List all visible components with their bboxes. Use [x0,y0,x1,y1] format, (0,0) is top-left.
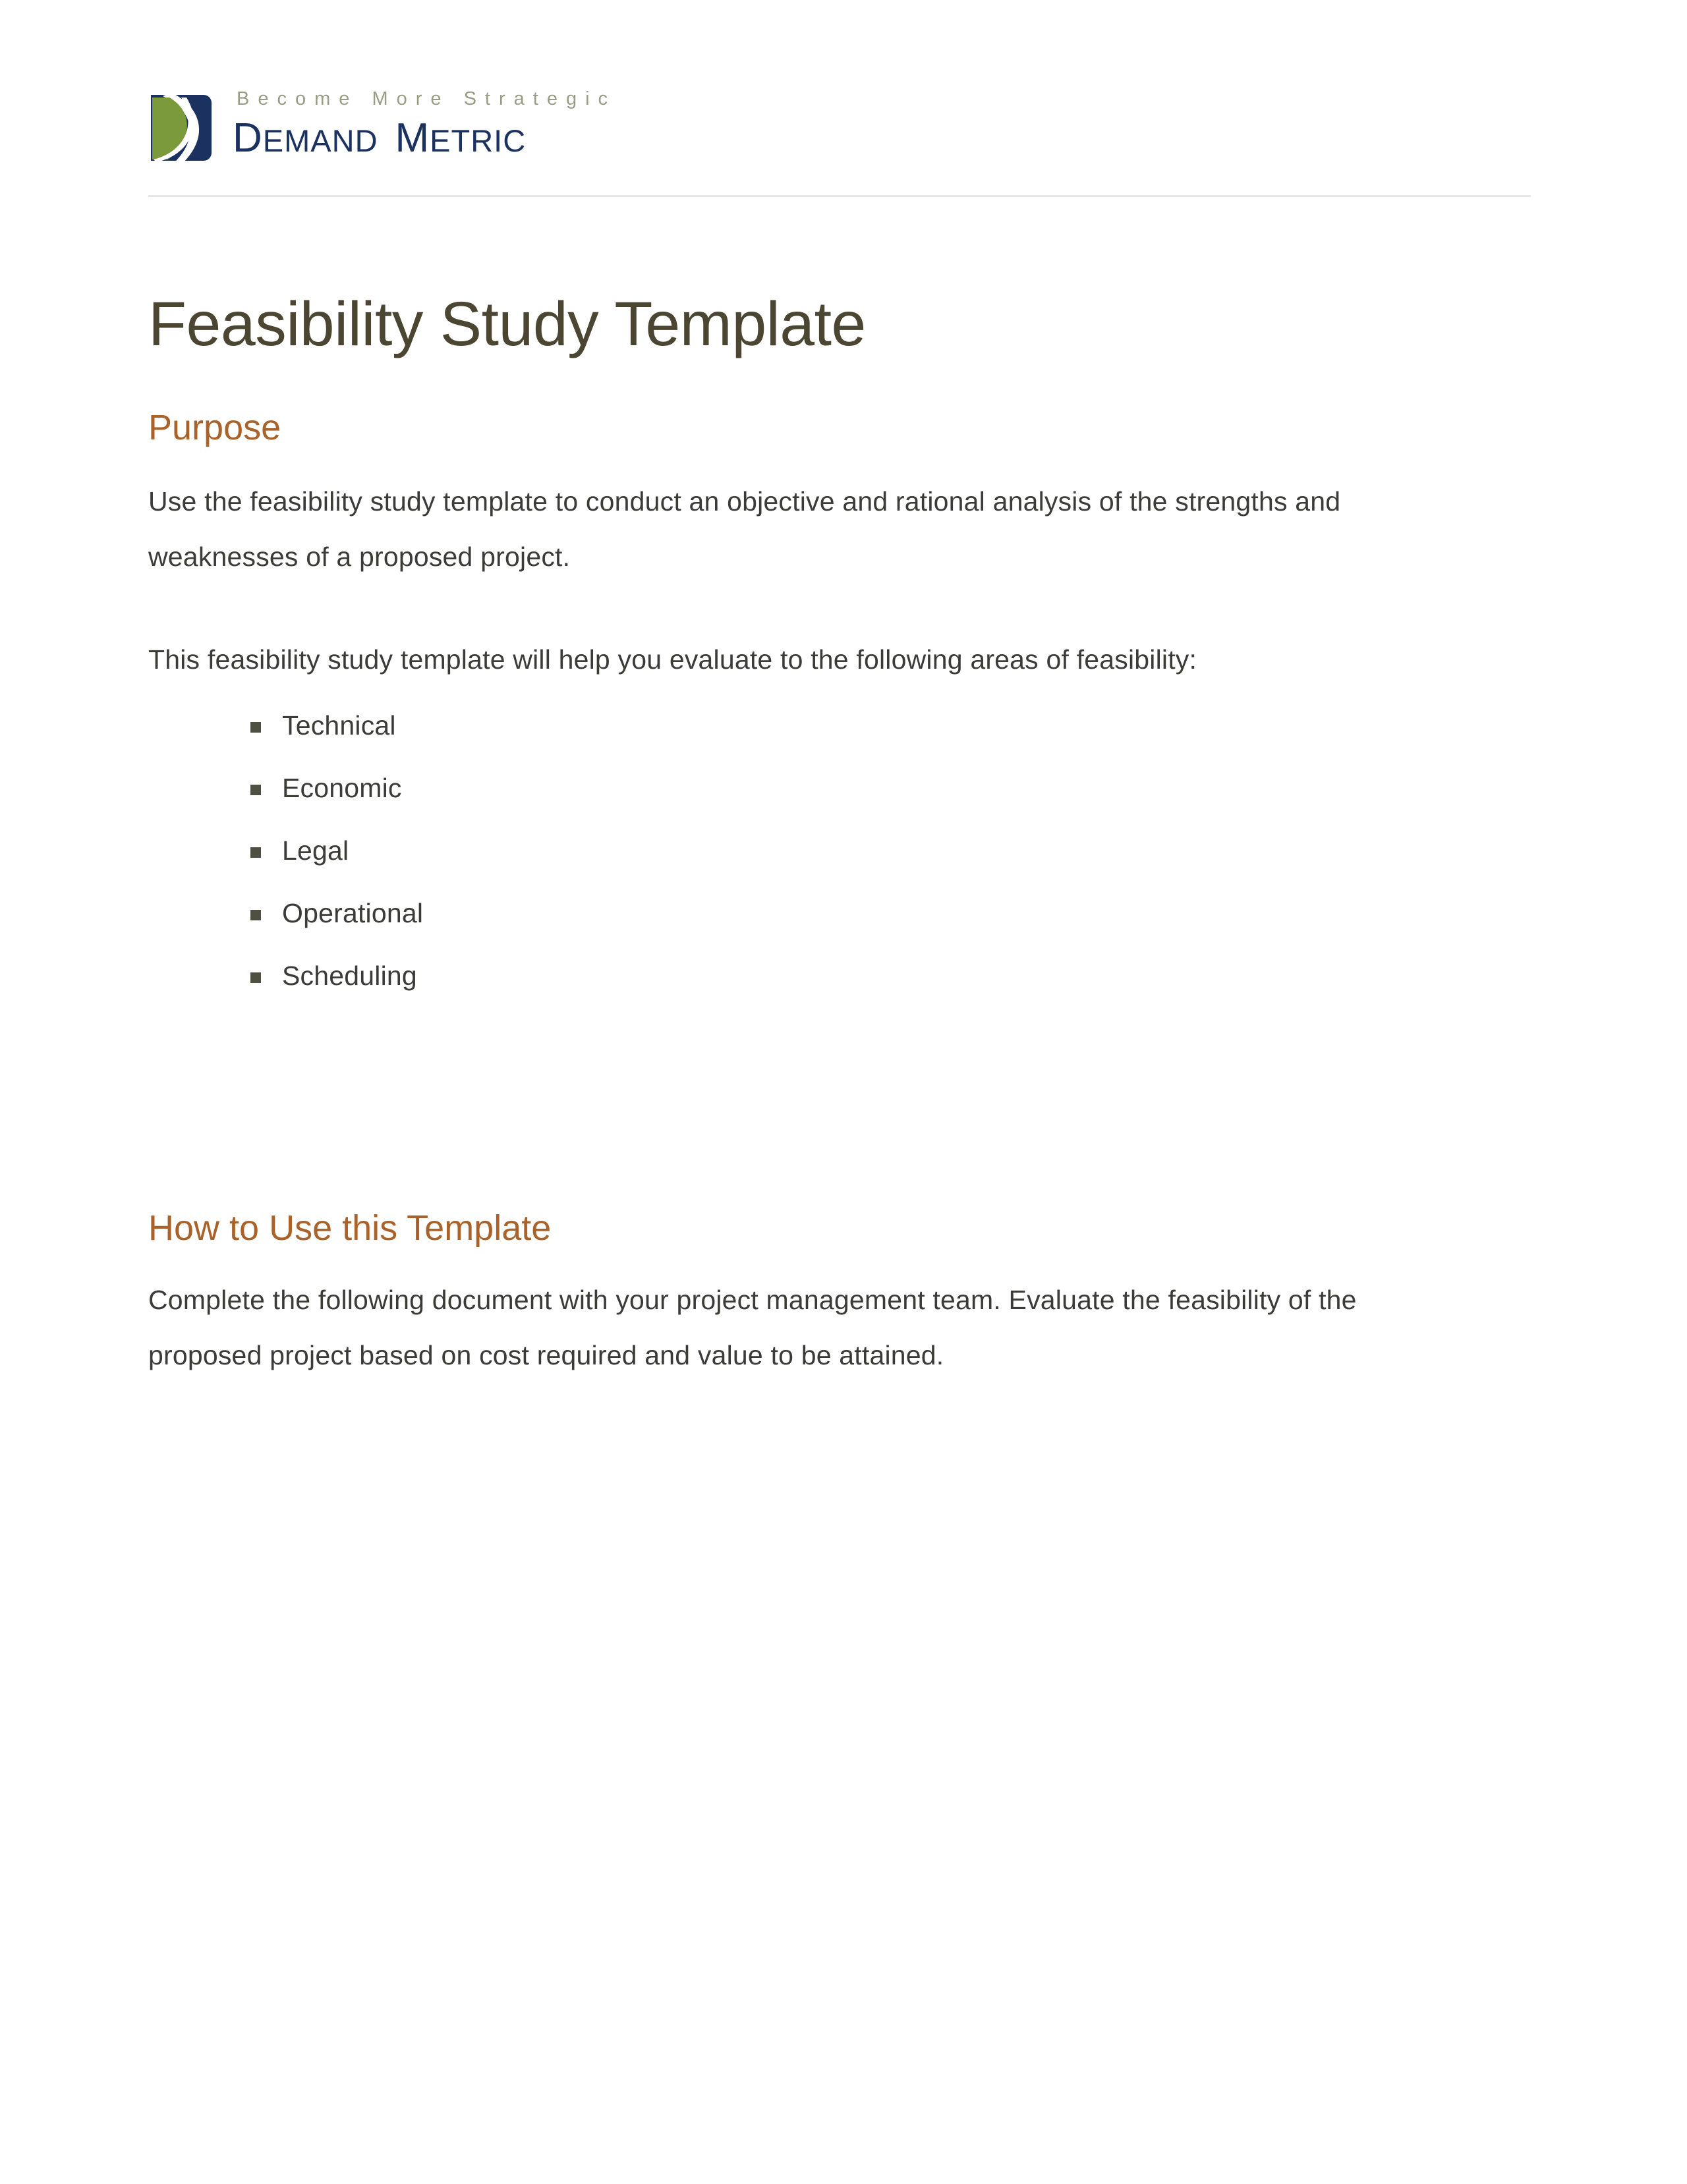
square-bullet-icon [250,847,261,858]
wordmark-emand: EMAND [262,123,378,158]
how-to-use-section [148,1207,1539,1383]
section-heading-purpose: Purpose [148,407,281,447]
list-item-label: Scheduling [282,961,417,992]
wordmark-d: D [233,115,263,161]
list-item [250,837,1539,864]
page-title: Feasibility Study Template [148,289,866,359]
list-item [250,712,1539,739]
demand-metric-logo-icon [148,91,213,165]
list-item-label: Operational [282,898,424,929]
section-heading-how-to-use: How to Use this Template [148,1208,552,1248]
list-item-label: Technical [282,710,396,741]
brand-wordmark [233,115,616,161]
brand-tagline: Become More Strategic [237,88,617,109]
list-item [250,775,1539,802]
brand-lockup [148,86,1529,165]
square-bullet-icon [250,722,261,733]
square-bullet-icon [250,972,261,983]
wordmark-m: M [395,115,430,161]
list-item-label: Economic [282,773,402,804]
square-bullet-icon [250,785,261,795]
page-header [148,86,1529,201]
list-item-label: Legal [282,835,349,866]
how-to-use-paragraph-1: Complete the following document with your project management team. Evaluate the feasibility of the proposed project based on cost required and value to be attained. [148,1285,1357,1371]
list-item [250,963,1539,990]
purpose-paragraph-1: Use the feasibility study template to conduct an objective and rational analysis of the strengths and weaknesses of a proposed project. [148,486,1341,573]
document-body [148,290,1539,1383]
header-divider [148,195,1531,197]
list-item [250,900,1539,927]
square-bullet-icon [250,910,261,920]
purpose-paragraph-2: This feasibility study template will help you evaluate to the following areas of feasibility: [148,644,1197,675]
brand-text [233,86,616,159]
wordmark-etric: ETRIC [430,123,527,158]
feasibility-areas-list [148,712,1539,990]
